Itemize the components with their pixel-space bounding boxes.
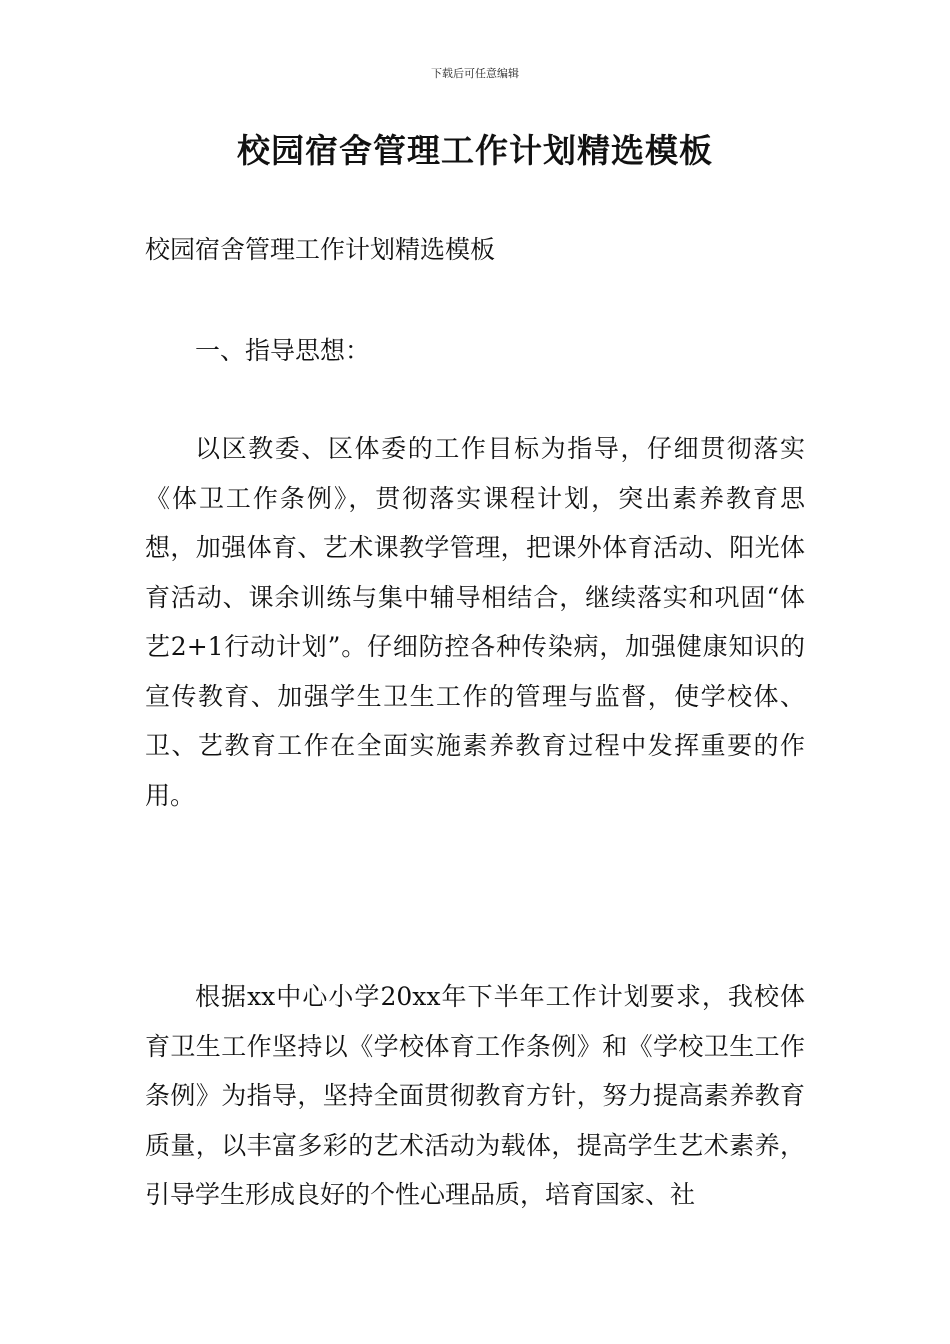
document-title: 校园宿舍管理工作计划精选模板 xyxy=(237,131,713,170)
section-heading-guiding-ideology: 一、指导思想： xyxy=(195,336,371,365)
body-paragraph: 根据xx中心小学20xx年下半年工作计划要求，我校体育卫生工作坚持以《学校体育工作条例》和《学校卫生工作条例》为指导，坚持全面贯彻教育方针，努力提高素养教育质量，以丰富多彩的艺术活动为载体，提高学生艺术素养，引导学生形成良好的个性心理品质，培育国家、社 xyxy=(145,982,805,1209)
body-paragraph: 以区教委、区体委的工作目标为指导，仔细贯彻落实《体卫工作条例》，贯彻落实课程计划，突出素养教育思想，加强体育、艺术课教学管理，把课外体育活动、阳光体育活动、课余训练与集中辅导相结合，继续落实和巩固“体艺2+1行动计划”。仔细防控各种传染病，加强健康知识的宣传教育、加强学生卫生工作的管理与监督，使学校体、卫、艺教育工作在全面实施素养教育过程中发挥重要的作用。 xyxy=(145,434,805,810)
document-subtitle: 校园宿舍管理工作计划精选模板 xyxy=(145,235,496,264)
header-note: 下载后可任意编辑 xyxy=(431,67,519,80)
